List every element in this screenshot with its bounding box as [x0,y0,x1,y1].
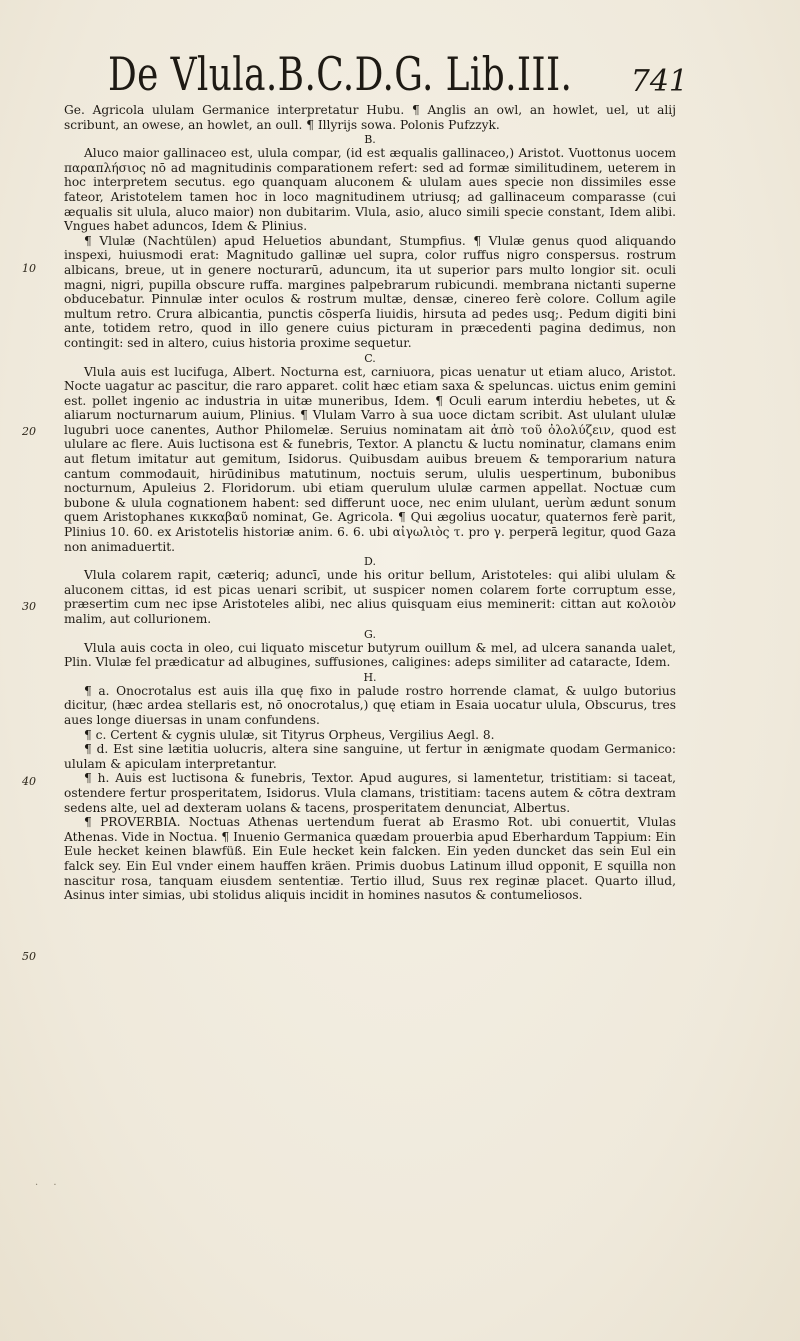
margin-number: 50 [22,950,36,963]
section-h-paragraph: ¶ h. Auis est luctisona & funebris, Textor. Apud augures, si lamentetur, tristitiam: si taceat, ostendere fertur prosperitatem, Isidorus. Vlula clamans, tristitiam: tacens autem & cōtra dextram sedens alte, uel ad dexteram uolans & tacens, prosperitatem denunciat, Albertus. [64,771,676,815]
section-b-paragraph: ¶ Vlulæ (Nachtülen) apud Heluetios abundant, Stumpfius. ¶ Vlulæ genus quod aliquando inspexi, huiusmodi erat: Magnitudo gallinæ uel supra, color ruffus nigro conspersus. rostrum albicans, breue, ut in genere nocturarū, aduncum, ita ut superior pars multo longior sit. oculi magni, nigri, pupilla obscure ruffa. margines palpebrarum rubicundi. membrana nictanti superne obducebatur. Pinnulæ inter oculos & rostrum multæ, densæ, cinereo ferè colore. Collum agile multum retro. Crura albicantia, punctis cōsperſa liuidis, hirsuta ad pedes usq;. Pedum digiti bini ante, totidem retro, quod in illo genere cuius picturam in præcedenti pagina dedimus, non contingit: sed in altero, cuius historia proxime sequetur. [64,233,676,350]
margin-number: 40 [22,775,36,788]
section-h-paragraph: ¶ a. Onocrotalus est auis illa quę fixo in palude rostro horrende clamat, & uulgo butorius dicitur, (hæc ardea stellaris est, nō onocrotalus,) quę etiam in Esaia uocatur ulula, Obscurus, tres aues longe diuersas in unam confundens. [64,683,676,727]
section-heading-d: D. [364,555,376,569]
page-smudge-marks: · · [35,1180,63,1191]
intro-paragraph: Ge. Agricola ululam Germanice interpretatur Hubu. ¶ Anglis an owl, an howlet, uel, ut alij scribunt, an owese, an howlet, an oull. ¶ Illyrijs sowa. Polonis Pufzzyk. [64,103,676,132]
page-number: 741 [630,64,688,99]
section-b-paragraph: Aluco maior gallinaceo est, ulula compar, (id est æqualis gallinaceo,) Aristot. Vuottonus uocem παραπλήσιος nō ad magnitudinis comparationem refert: sed ad formæ similitudinem, ueterem in hoc interpretem secutus. ego quanquam aluconem & ululam aues specie non dissimiles esse fateor, Aristotelem tamen hoc in loco magnitudinem utriusq; ad gallinaceum comparasse (cui æqualis sit ulula, aluco maior) non dubitarim. Vlula, asio, aluco simili specie constant, Idem alibi. Vngues habet aduncos, Idem & Plinius. [64,146,676,234]
section-heading-c: C. [364,351,376,365]
page-header [108,46,688,102]
section-h-paragraph: ¶ d. Est sine lætitia uolucris, altera sine sanguine, ut fertur in ænigmate quodam Germanico: ululam & apiculam interpretantur. [64,742,676,771]
running-title: De Vlula.B.C.D.G. Lib.III. [108,47,573,101]
main-text [64,103,676,903]
section-heading-h: H. [363,670,377,684]
proverbia-paragraph: ¶ PROVERBIA. Noctuas Athenas uertendum fuerat ab Erasmo Rot. ubi conuertit, Vlulas Athenas. Vide in Noctua. ¶ Inuenio Germanica quædam prouerbia apud Eberhardum Tappium: Ein Eule hecket keinen blawfüß. Ein Eule hecket kein falcken. Ein yeden duncket das sein Eul ein falck sey. Ein Eul vnder einem hauffen kräen. Primis duobus Latinum illud opponit, E squilla non nascitur rosa, tanquam eiusdem sententiæ. Tertio illud, Suus rex reginæ placet. Quarto illud, Asinus inter simias, ubi stolidus aliquis incidit in homines nasutos & contumeliosos. [64,815,676,903]
section-heading-g: G. [364,627,376,641]
margin-number: 30 [22,600,36,613]
section-c-paragraph: Vlula auis est lucifuga, Albert. Nocturna est, carniuora, picas uenatur ut etiam aluco, Aristot. Nocte uagatur ac pascitur, die raro apparet. colit hæc etiam saxa & speluncas. uictus enim gemini est. pollet ingenio ac industria in uitæ muneribus, Idem. ¶ Oculi earum interdiu hebetes, ut & aliarum nocturnarum auium, Plinius. ¶ Vlulam Varro à sua uoce dictam scribit. Ast ululant ululæ lugubri uoce canentes, Author Philomelæ. Seruius nominatam ait ἀπὸ τοῦ ὀλολύζειν, quod est ululare ac flere. Auis luctisona est & funebris, Textor. A planctu & luctu nominatur, clamans enim aut fletum imitatur aut gemitum, Isidorus. Quibusdam auibus breuem & temporarium natura cantum commodauit, hirūdinibus matutinum, noctuis serum, ululis uespertinum, bubonibus nocturnum, Apuleius 2. Floridorum. ubi etiam querulum ululæ carmen appellat. Noctuæ cum bubone & ulula cognationem habent: sed differunt uoce, nec enim ululant, uerùm ædunt sonum quem Aristophanes κικκαβαῦ nominat, Ge. Agricola. ¶ Qui ægolius uocatur, quaternos ferè parit, Plinius 10. 60. ex Aristotelis historiæ anim. 6. 6. ubi αἰγωλιὸς τ. pro γ. perperā legitur, quod Gaza non animaduertit. [64,364,676,554]
section-h-paragraph: ¶ c. Certent & cygnis ululæ, sit Tityrus Orpheus, Vergilius Aegl. 8. [84,727,495,742]
section-g-paragraph: Vlula auis cocta in oleo, cui liquato miscetur butyrum ouillum & mel, ad ulcera sananda ualet, Plin. Vlulæ fel prædicatur ad albugines, suffusiones, caligines: adeps similiter ad cataracte, Idem. [64,640,676,670]
section-d-paragraph: Vlula colarem rapit, cæteriq; aduncī, unde his oritur bellum, Aristoteles: qui alibi ululam & aluconem cittas, id est picas uenari scribit, ut suspicer nomen colarem forte corruptum esse, præsertim cum nec ipse Aristoteles alibi, nec alius quisquam eius meminerit: cittan aut κολοιὸν malim, aut collurionem. [64,568,676,626]
margin-number: 20 [22,425,36,438]
section-heading-b: B. [364,133,376,147]
margin-number: 10 [22,262,36,275]
